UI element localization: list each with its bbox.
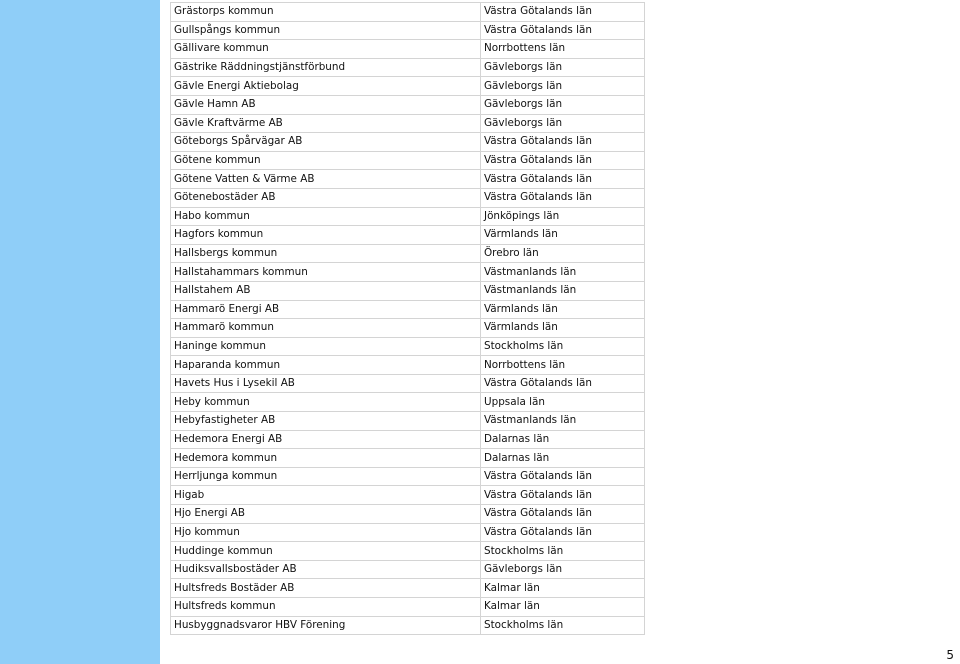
- organization-cell: Habo kommun: [171, 207, 481, 226]
- table-row: [171, 188, 645, 207]
- county-cell: Västra Götalands län: [481, 374, 645, 393]
- organization-cell: Gävle Kraftvärme AB: [171, 114, 481, 133]
- organization-cell: Hedemora Energi AB: [171, 430, 481, 449]
- organization-cell: Haninge kommun: [171, 337, 481, 356]
- table-row: [171, 226, 645, 245]
- organization-cell: Hallstahem AB: [171, 281, 481, 300]
- county-cell: Gävleborgs län: [481, 58, 645, 77]
- county-cell: Gävleborgs län: [481, 95, 645, 114]
- county-cell: Värmlands län: [481, 319, 645, 338]
- county-cell: Västra Götalands län: [481, 467, 645, 486]
- organization-cell: Havets Hus i Lysekil AB: [171, 374, 481, 393]
- table-row: [171, 170, 645, 189]
- organization-cell: Götene Vatten & Värme AB: [171, 170, 481, 189]
- table-row: [171, 430, 645, 449]
- organization-cell: Gävle Energi Aktiebolag: [171, 77, 481, 96]
- county-cell: Västmanlands län: [481, 281, 645, 300]
- table-row: [171, 244, 645, 263]
- county-cell: Stockholms län: [481, 616, 645, 635]
- organization-cell: Huddinge kommun: [171, 542, 481, 561]
- table-row: [171, 579, 645, 598]
- page-number: 5: [946, 648, 954, 662]
- table-row: [171, 151, 645, 170]
- county-cell: Örebro län: [481, 244, 645, 263]
- organization-cell: Herrljunga kommun: [171, 467, 481, 486]
- organization-cell: Göteborgs Spårvägar AB: [171, 133, 481, 152]
- county-cell: Västra Götalands län: [481, 486, 645, 505]
- table-row: [171, 356, 645, 375]
- county-cell: Värmlands län: [481, 300, 645, 319]
- organization-cell: Gästrike Räddningstjänstförbund: [171, 58, 481, 77]
- table-row: [171, 505, 645, 524]
- county-cell: Dalarnas län: [481, 430, 645, 449]
- county-cell: Dalarnas län: [481, 449, 645, 468]
- county-cell: Gävleborgs län: [481, 77, 645, 96]
- organization-cell: Gällivare kommun: [171, 40, 481, 59]
- organization-cell: Hultsfreds Bostäder AB: [171, 579, 481, 598]
- organization-cell: Götenebostäder AB: [171, 188, 481, 207]
- organization-cell: Hultsfreds kommun: [171, 598, 481, 617]
- organization-cell: Hjo Energi AB: [171, 505, 481, 524]
- table-row: [171, 207, 645, 226]
- organization-cell: Higab: [171, 486, 481, 505]
- organization-cell: Hudiksvallsbostäder AB: [171, 560, 481, 579]
- organization-cell: Hallsbergs kommun: [171, 244, 481, 263]
- county-cell: Västmanlands län: [481, 263, 645, 282]
- organization-table: [170, 2, 645, 635]
- county-cell: Västra Götalands län: [481, 505, 645, 524]
- county-cell: Kalmar län: [481, 579, 645, 598]
- county-cell: Norrbottens län: [481, 356, 645, 375]
- county-cell: Värmlands län: [481, 226, 645, 245]
- side-color-bar: [0, 0, 160, 664]
- county-cell: Västra Götalands län: [481, 21, 645, 40]
- organization-cell: Grästorps kommun: [171, 3, 481, 22]
- organization-cell: Hedemora kommun: [171, 449, 481, 468]
- organization-cell: Götene kommun: [171, 151, 481, 170]
- table-row: [171, 263, 645, 282]
- table-row: [171, 393, 645, 412]
- organization-cell: Hagfors kommun: [171, 226, 481, 245]
- county-cell: Gävleborgs län: [481, 560, 645, 579]
- table-row: [171, 523, 645, 542]
- table-row: [171, 542, 645, 561]
- county-cell: Stockholms län: [481, 337, 645, 356]
- table-row: [171, 616, 645, 635]
- county-cell: Norrbottens län: [481, 40, 645, 59]
- county-cell: Västmanlands län: [481, 412, 645, 431]
- table-row: [171, 21, 645, 40]
- table-row: [171, 449, 645, 468]
- table-row: [171, 300, 645, 319]
- county-cell: Västra Götalands län: [481, 151, 645, 170]
- organization-cell: Gävle Hamn AB: [171, 95, 481, 114]
- organization-cell: Heby kommun: [171, 393, 481, 412]
- county-cell: Gävleborgs län: [481, 114, 645, 133]
- organization-cell: Hebyfastigheter AB: [171, 412, 481, 431]
- table-row: [171, 319, 645, 338]
- county-cell: Västra Götalands län: [481, 523, 645, 542]
- table-row: [171, 40, 645, 59]
- organization-cell: Haparanda kommun: [171, 356, 481, 375]
- table-row: [171, 77, 645, 96]
- table-row: [171, 95, 645, 114]
- table-row: [171, 3, 645, 22]
- table-row: [171, 337, 645, 356]
- table-row: [171, 114, 645, 133]
- county-cell: Västra Götalands län: [481, 188, 645, 207]
- table-row: [171, 281, 645, 300]
- table-body: [171, 3, 645, 635]
- organization-cell: Hjo kommun: [171, 523, 481, 542]
- county-cell: Uppsala län: [481, 393, 645, 412]
- table-row: [171, 133, 645, 152]
- organization-cell: Hammarö Energi AB: [171, 300, 481, 319]
- organization-cell: Gullspångs kommun: [171, 21, 481, 40]
- organization-cell: Hallstahammars kommun: [171, 263, 481, 282]
- county-cell: Stockholms län: [481, 542, 645, 561]
- table-row: [171, 560, 645, 579]
- county-cell: Kalmar län: [481, 598, 645, 617]
- table-row: [171, 58, 645, 77]
- table-row: [171, 598, 645, 617]
- organization-cell: Husbyggnadsvaror HBV Förening: [171, 616, 481, 635]
- table-row: [171, 412, 645, 431]
- organization-cell: Hammarö kommun: [171, 319, 481, 338]
- county-cell: Västra Götalands län: [481, 133, 645, 152]
- county-cell: Västra Götalands län: [481, 3, 645, 22]
- table-row: [171, 374, 645, 393]
- county-cell: Västra Götalands län: [481, 170, 645, 189]
- county-cell: Jönköpings län: [481, 207, 645, 226]
- table-row: [171, 486, 645, 505]
- table-row: [171, 467, 645, 486]
